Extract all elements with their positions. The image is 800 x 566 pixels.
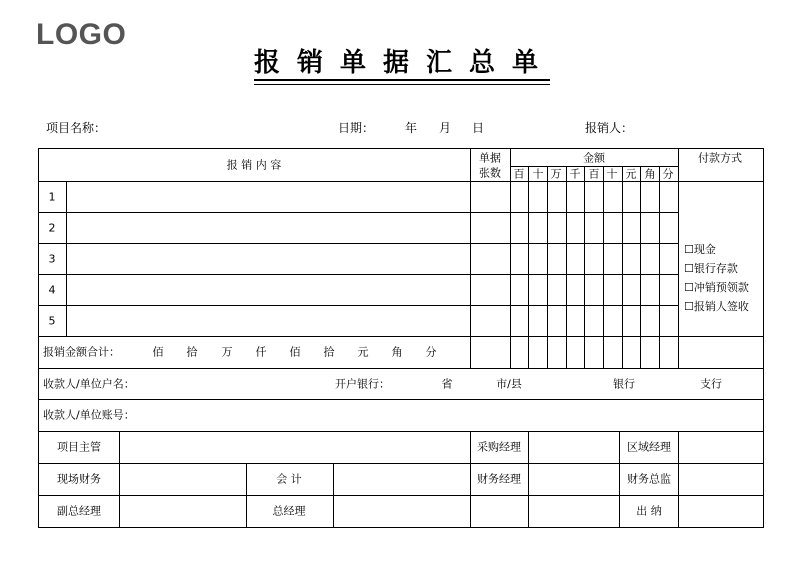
payee-name-label: 收款人/单位户名： [43,377,135,391]
applicant-label: 报销人： [585,121,634,135]
total-unit: 拾 [186,345,198,359]
payment-option-cash[interactable]: ☐现金 [684,243,716,256]
date-label: 日期： [338,121,375,135]
title-underline [254,79,550,81]
total-unit: 角 [391,345,403,359]
total-unit: 拾 [323,345,335,359]
row-number: 4 [48,283,56,297]
digit-hundred-thousand: 百 [513,167,525,181]
digit-ten-thousand-tens: 十 [532,167,544,181]
total-unit: 佰 [289,345,301,359]
content-header: 报 销 内 容 [226,158,282,172]
digit-ten: 十 [606,167,618,181]
gm-label: 总经理 [272,504,306,518]
digit-jiao: 角 [644,167,656,181]
site-finance-label: 现场财务 [57,472,101,486]
finance-director-label: 财务总监 [627,472,671,486]
deputy-gm-label: 副总经理 [57,504,101,518]
total-unit: 万 [221,345,233,359]
bank-label: 开户银行： [335,377,390,391]
row-number: 3 [48,252,56,266]
month-label: 月 [439,121,452,135]
row-number: 1 [48,190,56,204]
total-unit: 分 [425,345,437,359]
year-label: 年 [405,121,418,135]
project-manager-label: 项目主管 [57,440,101,454]
payment-option-bank-deposit[interactable]: ☐银行存款 [684,262,738,275]
payment-options [684,240,749,316]
expense-form-table [38,148,764,528]
payment-option-applicant-signoff[interactable]: ☐报销人签收 [684,300,749,313]
row-number: 5 [48,314,56,328]
digit-thousand: 千 [569,167,581,181]
amount-header: 金额 [583,151,605,165]
bank-name-label: 银行 [613,377,635,391]
total-unit: 元 [357,345,369,359]
accountant-label: 会 计 [276,472,302,486]
payment-method-header: 付款方式 [698,151,742,165]
digit-fen: 分 [662,167,674,181]
total-unit: 佰 [152,345,164,359]
purchasing-manager-label: 采购经理 [477,440,521,454]
payment-option-offset-advance[interactable]: ☐冲销预领款 [684,281,749,294]
total-amount-label: 报销金额合计： [43,345,120,359]
digit-ten-thousand: 万 [550,167,562,181]
title-underline-thin [254,84,550,85]
day-label: 日 [472,121,485,135]
doc-count-header: 单据 [479,151,501,165]
payee-account-label: 收款人/单位账号： [43,408,135,422]
branch-label: 支行 [700,377,722,391]
page-title: 报销单据汇总单 [254,48,556,78]
finance-manager-label: 财务经理 [477,472,521,486]
doc-count-header-2: 张数 [479,166,501,180]
project-name-label: 项目名称： [46,121,107,135]
digit-hundred: 百 [588,167,600,181]
city-label: 市/县 [496,377,522,391]
row-number: 2 [48,221,56,235]
cashier-label: 出 纳 [636,504,662,518]
regional-manager-label: 区域经理 [627,440,671,454]
logo: LOGO [36,18,127,51]
digit-yuan: 元 [625,167,637,181]
province-label: 省 [441,377,453,391]
total-unit: 仟 [255,345,267,359]
